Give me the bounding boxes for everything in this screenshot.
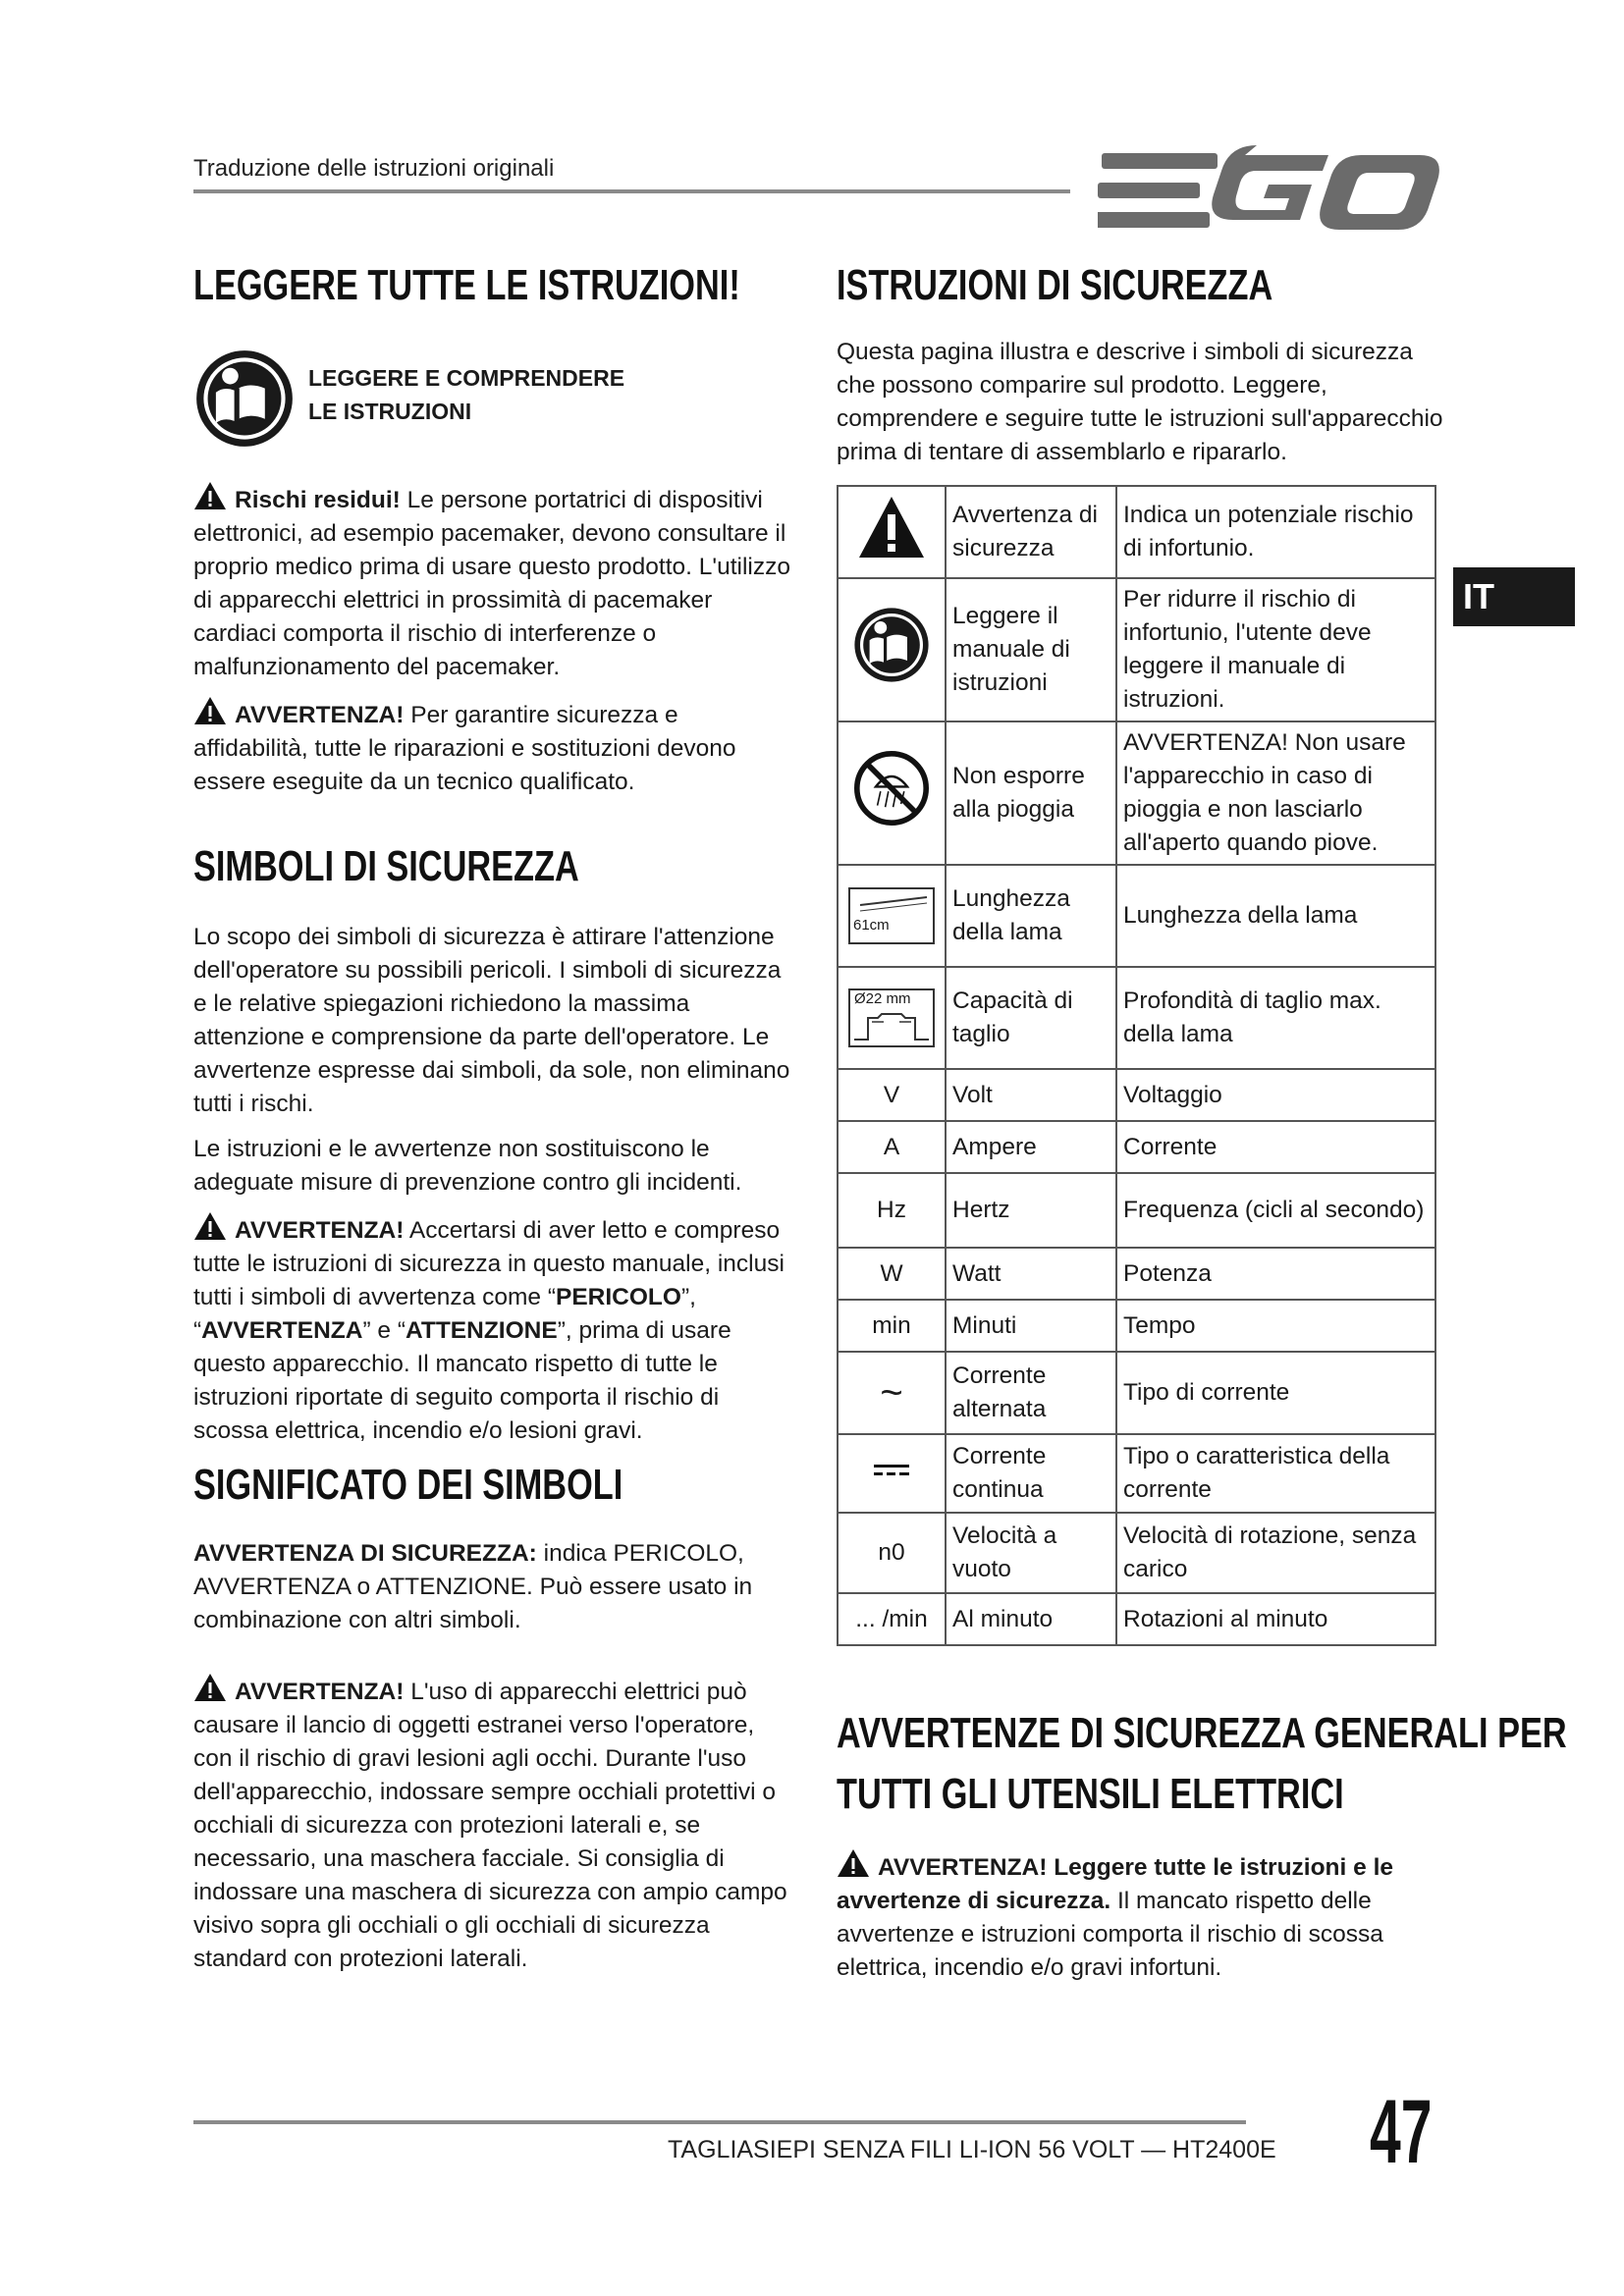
table-row bbox=[838, 1593, 1435, 1645]
symbol-desc: Corrente bbox=[1116, 1121, 1435, 1173]
left-body-2 bbox=[193, 921, 797, 1460]
symbol-desc: Per ridurre il rischio di infortunio, l'utente deve leggere il manuale di istruzioni. bbox=[1116, 578, 1435, 721]
read-icon-label-line2: LE ISTRUZIONI bbox=[308, 399, 472, 424]
avvertenza-paragraph-1 bbox=[193, 696, 797, 799]
symbol-cell: Hz bbox=[838, 1173, 946, 1248]
title-avvertenze-line2: TUTTI GLI UTENSILI ELETTRICI bbox=[837, 1770, 1344, 1818]
avv2-avvertenza: AVVERTENZA bbox=[201, 1317, 363, 1344]
symbol-cell bbox=[838, 578, 946, 721]
symbol-desc: Frequenza (cicli al secondo) bbox=[1116, 1173, 1435, 1248]
symbol-cell bbox=[838, 865, 946, 967]
avv2-attenzione: ATTENZIONE bbox=[406, 1317, 558, 1344]
table-row bbox=[838, 865, 1435, 967]
simboli-paragraph-2: Le istruzioni e le avvertenze non sostituiscono le adeguate misure di prevenzione contro gli incidenti. bbox=[193, 1136, 742, 1196]
table-row bbox=[838, 967, 1435, 1069]
title-leggere-istruzioni: LEGGERE TUTTE LE ISTRUZIONI! bbox=[193, 261, 740, 309]
title-simboli-sicurezza: SIMBOLI DI SICUREZZA bbox=[193, 842, 579, 890]
table-row bbox=[838, 721, 1435, 865]
left-body-1 bbox=[193, 481, 797, 811]
left-body-3 bbox=[193, 1537, 797, 1988]
rischi-lead: Rischi residui! bbox=[235, 487, 401, 513]
symbol-desc: Tipo di corrente bbox=[1116, 1352, 1435, 1434]
symbol-name: Non esporre alla pioggia bbox=[946, 721, 1116, 865]
table-row bbox=[838, 1513, 1435, 1593]
blade-length-icon bbox=[848, 887, 935, 944]
significato-paragraph bbox=[193, 1537, 797, 1637]
cutting-capacity-value: Ø22 mm bbox=[854, 990, 911, 1007]
read-icon-label-line1: LEGGERE E COMPRENDERE bbox=[308, 365, 625, 391]
symbol-cell bbox=[838, 967, 946, 1069]
avv3-lead: AVVERTENZA! bbox=[235, 1679, 405, 1705]
avv2-lead: AVVERTENZA! bbox=[235, 1217, 405, 1244]
avvertenza-paragraph-2 bbox=[193, 1211, 797, 1448]
table-row bbox=[838, 1300, 1435, 1352]
symbol-name: Minuti bbox=[946, 1300, 1116, 1352]
right-avvertenza bbox=[837, 1848, 1445, 1985]
warning-triangle-icon bbox=[837, 1848, 870, 1878]
table-row bbox=[838, 1173, 1435, 1248]
title-avvertenze-generali bbox=[837, 1703, 1567, 1825]
title-istruzioni-sicurezza: ISTRUZIONI DI SICUREZZA bbox=[837, 261, 1273, 309]
symbol-desc: Indica un potenziale rischio di infortunio. bbox=[1116, 486, 1435, 578]
symbol-name: Capacità di taglio bbox=[946, 967, 1116, 1069]
symbol-name: Avvertenza di sicurezza bbox=[946, 486, 1116, 578]
symbol-name: Corrente alternata bbox=[946, 1352, 1116, 1434]
footer-rule bbox=[193, 2120, 1246, 2124]
language-tab: IT bbox=[1453, 567, 1575, 626]
symbol-desc: Tipo o caratteristica della corrente bbox=[1116, 1434, 1435, 1513]
rischi-text: Le persone portatrici di dispositivi elettronici, ad esempio pacemaker, devono consultare il proprio medico prima di usare questo prodotto. L'utilizzo di apparecchi elettrici in prossimità di pacemaker cardiaci comporta il rischio di interferenze o malfunzionamento del pacemaker. bbox=[193, 487, 790, 680]
ego-logo bbox=[1098, 145, 1441, 234]
symbol-desc: Lunghezza della lama bbox=[1116, 865, 1435, 967]
symbol-name: Lunghezza della lama bbox=[946, 865, 1116, 967]
symbol-name: Volt bbox=[946, 1069, 1116, 1121]
table-row bbox=[838, 1248, 1435, 1300]
symbol-cell: A bbox=[838, 1121, 946, 1173]
page-number: 47 bbox=[1370, 2082, 1433, 2182]
avv3-text: L'uso di apparecchi elettrici può causare il lancio di oggetti estranei verso l'operatore, con il rischio di gravi lesioni agli occhi. Durante l'uso dell'apparecchio, indossare sempre occhiali protettivi o occhiali di sicurezza con protezioni laterali e, se necessario, una maschera facciale. Si consiglia di indossare una maschera di sicurezza con ampio campo visivo sopra gli occhiali o gli occhiali di sicurezza standard con protezioni laterali. bbox=[193, 1679, 787, 1972]
sig-text: indica PERICOLO, AVVERTENZA o ATTENZIONE. Può essere usato in combinazione con altri simboli. bbox=[193, 1540, 753, 1633]
warning-triangle-icon bbox=[193, 696, 227, 725]
symbol-desc: Profondità di taglio max. della lama bbox=[1116, 967, 1435, 1069]
symbol-cell bbox=[838, 486, 946, 578]
warning-triangle-icon bbox=[193, 1673, 227, 1702]
dc-icon bbox=[872, 1461, 911, 1480]
table-row bbox=[838, 1352, 1435, 1434]
footer-product: TAGLIASIEPI SENZA FILI LI-ION 56 VOLT — HT2400E bbox=[668, 2136, 1276, 2163]
table-row bbox=[838, 1069, 1435, 1121]
symbol-name: Hertz bbox=[946, 1173, 1116, 1248]
header-rule bbox=[193, 189, 1070, 193]
table-row bbox=[838, 1121, 1435, 1173]
symbol-name: Velocità a vuoto bbox=[946, 1513, 1116, 1593]
read-manual-icon bbox=[193, 347, 296, 450]
symbol-name: Ampere bbox=[946, 1121, 1116, 1173]
avv2-text-c: ” e “ bbox=[362, 1317, 406, 1344]
warning-triangle-icon bbox=[193, 1211, 227, 1241]
symbol-cell: V bbox=[838, 1069, 946, 1121]
symbol-cell: min bbox=[838, 1300, 946, 1352]
title-significato-simboli: SIGNIFICATO DEI SIMBOLI bbox=[193, 1461, 623, 1509]
cutting-capacity-icon bbox=[848, 988, 935, 1047]
symbol-cell: n0 bbox=[838, 1513, 946, 1593]
table-row bbox=[838, 578, 1435, 721]
right-avv-lead: AVVERTENZA! Leggere tutte le istruzioni e le avvertenze di sicurezza. bbox=[837, 1854, 1394, 1914]
simboli-paragraph-1: Lo scopo dei simboli di sicurezza è attirare l'attenzione dell'operatore su possibili pericoli. I simboli di sicurezza e le relative spiegazioni richiedono la massima attenzione e comprensione da parte dell'operatore. Le avvertenze espresse dai simboli, da sole, non eliminano tutti i rischi. bbox=[193, 924, 790, 1117]
avv1-lead: AVVERTENZA! bbox=[235, 702, 405, 728]
symbol-desc: AVVERTENZA! Non usare l'apparecchio in caso di pioggia e non lasciarlo all'aperto quando piove. bbox=[1116, 721, 1435, 865]
ac-icon: ~ bbox=[838, 1352, 946, 1434]
symbol-cell: W bbox=[838, 1248, 946, 1300]
avv2-text-d: ”, prima di usare questo apparecchio. Il mancato rispetto di tutte le istruzioni riportate di seguito comporta il rischio di scossa elettrica, incendio e/o lesioni gravi. bbox=[193, 1317, 731, 1444]
warning-triangle-icon bbox=[857, 495, 926, 560]
header-subtitle: Traduzione delle istruzioni originali bbox=[193, 155, 555, 182]
table-row bbox=[838, 486, 1435, 578]
symbol-name: Leggere il manuale di istruzioni bbox=[946, 578, 1116, 721]
title-avvertenze-line1: AVVERTENZE DI SICUREZZA GENERALI PER bbox=[837, 1709, 1567, 1757]
symbol-desc: Voltaggio bbox=[1116, 1069, 1435, 1121]
symbol-name: Corrente continua bbox=[946, 1434, 1116, 1513]
right-avv-text: Il mancato rispetto delle avvertenze e istruzioni comporta il rischio di scossa elettrica, incendio e/o gravi infortuni. bbox=[837, 1888, 1383, 1981]
table-row bbox=[838, 1434, 1435, 1513]
symbol-name: Al minuto bbox=[946, 1593, 1116, 1645]
rischi-residui-paragraph bbox=[193, 481, 797, 684]
avv2-text-a: Accertarsi di aver letto e compreso tutte le istruzioni di sicurezza in questo manuale, inclusi tutti i simboli di avvertenza come “ bbox=[193, 1217, 785, 1310]
symbol-cell: ... /min bbox=[838, 1593, 946, 1645]
avv2-pericolo: PERICOLO bbox=[556, 1284, 681, 1310]
warning-triangle-icon bbox=[193, 481, 227, 510]
symbol-cell bbox=[838, 721, 946, 865]
symbol-desc: Rotazioni al minuto bbox=[1116, 1593, 1435, 1645]
symbol-desc: Tempo bbox=[1116, 1300, 1435, 1352]
avvertenza-paragraph-3 bbox=[193, 1673, 797, 1976]
right-intro: Questa pagina illustra e descrive i simboli di sicurezza che possono comparire sul prodotto. Leggere, comprendere e seguire tutte le istruzioni sull'apparecchio prima di tentare di assemblarlo e ripararlo. bbox=[837, 339, 1443, 465]
symbols-table bbox=[837, 485, 1436, 1646]
symbol-name: Watt bbox=[946, 1248, 1116, 1300]
sig-lead: AVVERTENZA DI SICUREZZA: bbox=[193, 1540, 537, 1567]
avv1-text: Per garantire sicurezza e affidabilità, tutte le riparazioni e sostituzioni devono essere eseguite da un tecnico qualificato. bbox=[193, 702, 736, 795]
avv2-text-b: ”, “ bbox=[193, 1284, 696, 1344]
read-manual-icon bbox=[852, 606, 931, 684]
no-rain-icon bbox=[852, 749, 931, 828]
symbol-desc: Potenza bbox=[1116, 1248, 1435, 1300]
cutting-drawing bbox=[850, 990, 933, 1045]
symbol-cell bbox=[838, 1434, 946, 1513]
read-icon-label bbox=[308, 361, 624, 428]
symbol-desc: Velocità di rotazione, senza carico bbox=[1116, 1513, 1435, 1593]
blade-length-value: 61cm bbox=[853, 917, 890, 934]
